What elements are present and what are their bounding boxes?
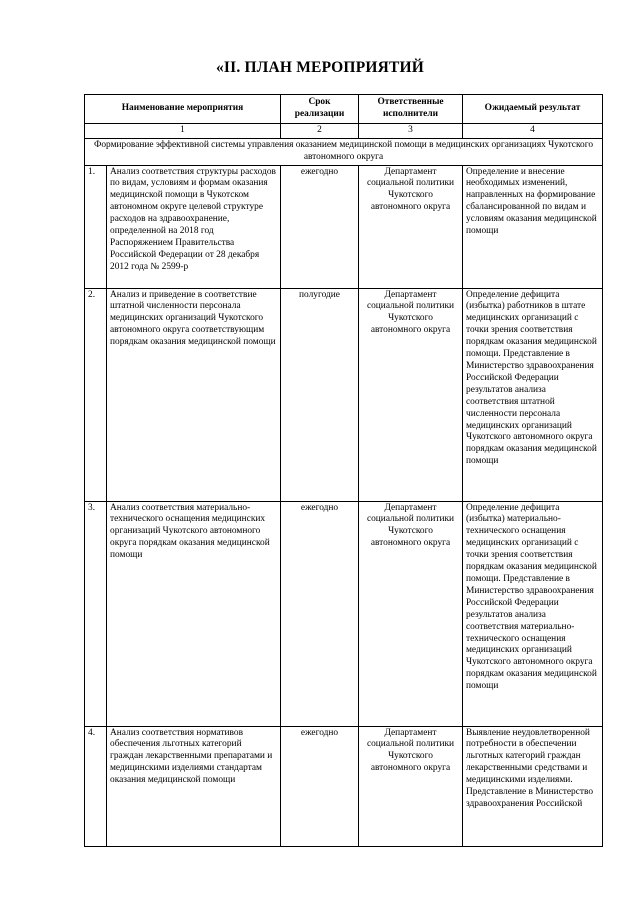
- section-row: [85, 138, 603, 165]
- row-name: Анализ соответствия структуры расходов по видам, условиям и формам оказания медицинской помощи в Чукотском автономном округе целевой структуре расходов на здравоохранение, определенной на 2018 год Распоряжением Правительства Российской Федерации от 28 декабря 2012 года № 2599-р: [107, 165, 281, 288]
- row-name: Анализ соответствия материально-технического оснащения медицинских организаций Чукотского автономного округа порядкам оказания медицинской помощи: [107, 501, 281, 726]
- table-row: [85, 726, 603, 846]
- header-name: Наименование мероприятия: [85, 95, 281, 124]
- table-row: [85, 288, 603, 501]
- table-row: [85, 165, 603, 288]
- row-result: Определение и внесение необходимых изменений, направленных на формирование сбалансированной по видам и условиям оказания медицинской помощи: [463, 165, 603, 288]
- row-name: Анализ и приведение в соответствие штатной численности персонала медицинских организаций Чукотского автономного округа соответствующим порядкам оказания медицинской помощи: [107, 288, 281, 501]
- header-executor: Ответственные исполнители: [359, 95, 463, 124]
- row-result: Выявление неудовлетворенной потребности в обеспечении льготных категорий граждан лекарственными средствами и медицинскими изделиями. Представление в Министерство здравоохранения Российской: [463, 726, 603, 846]
- column-number-row: [85, 123, 603, 138]
- column-number: 1: [85, 123, 281, 138]
- plan-table: [84, 94, 603, 847]
- table-row: [85, 501, 603, 726]
- row-term: ежегодно: [281, 726, 359, 846]
- row-term: ежегодно: [281, 501, 359, 726]
- page-title: «II. ПЛАН МЕРОПРИЯТИЙ: [215, 59, 425, 76]
- header-row: [85, 95, 603, 124]
- row-executor: Департамент социальной политики Чукотского автономного округа: [359, 165, 463, 288]
- header-term: Срок реализации: [281, 95, 359, 124]
- row-executor: Департамент социальной политики Чукотского автономного округа: [359, 501, 463, 726]
- column-number: 4: [463, 123, 603, 138]
- column-number: 2: [281, 123, 359, 138]
- column-number: 3: [359, 123, 463, 138]
- row-term: полугодие: [281, 288, 359, 501]
- row-name: Анализ соответствия нормативов обеспечения льготных категорий граждан лекарственными препаратами и медицинскими изделиями стандартам оказания медицинской помощи: [107, 726, 281, 846]
- row-number: 3.: [85, 501, 107, 726]
- row-result: Определение дефицита (избытка) материально-технического оснащения медицинских организаций с точки зрения соответствия порядкам оказания медицинской помощи. Представление в Министерство здравоохранения Российской Федерации результатов анализа соответствия материально-технического оснащения медицинских организаций Чукотского автономного округа порядкам оказания медицинской помощи: [463, 501, 603, 726]
- header-result: Ожидаемый результат: [463, 95, 603, 124]
- row-term: ежегодно: [281, 165, 359, 288]
- section-title: Формирование эффективной системы управления оказанием медицинской помощи в медицинских организациях Чукотского автономного округа: [85, 138, 603, 165]
- row-number: 2.: [85, 288, 107, 501]
- row-number: 4.: [85, 726, 107, 846]
- row-result: Определение дефицита (избытка) работников в штате медицинских организаций с точки зрения соответствия порядкам оказания медицинской помощи. Представление в Министерство здравоохранения Российской Федерации результатов анализа соответствия штатной численности персонала медицинских организаций Чукотского автономного округа порядкам оказания медицинской помощи: [463, 288, 603, 501]
- row-executor: Департамент социальной политики Чукотского автономного округа: [359, 726, 463, 846]
- row-executor: Департамент социальной политики Чукотского автономного округа: [359, 288, 463, 501]
- row-number: 1.: [85, 165, 107, 288]
